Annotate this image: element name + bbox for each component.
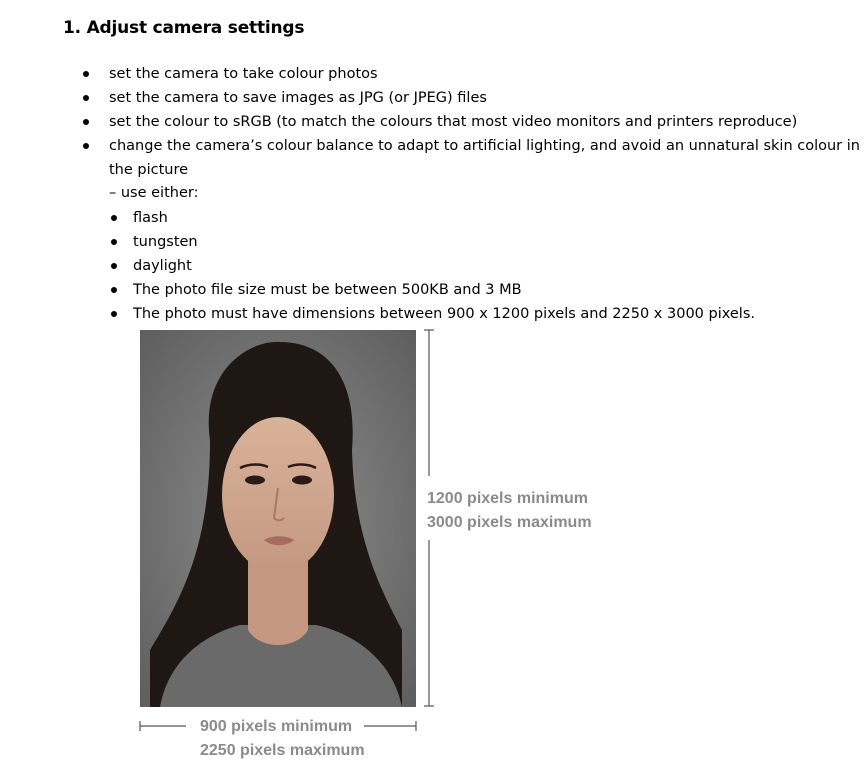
bullet-marker	[111, 311, 117, 317]
list-item: The photo file size must be between 500KB and 3 MB	[133, 282, 522, 298]
list-item: flash	[133, 210, 168, 226]
bullet-marker	[83, 95, 89, 101]
portrait-illustration	[140, 330, 416, 707]
width-minimum-label: 900 pixels minimum	[200, 718, 353, 735]
bullet-marker	[111, 287, 117, 293]
list-item: set the camera to take colour photos	[109, 66, 378, 82]
list-item: set the camera to save images as JPG (or JPEG) files	[109, 90, 487, 106]
list-item: set the colour to sRGB (to match the colours that most video monitors and printers reproduce)	[109, 114, 798, 130]
list-item: change the camera’s colour balance to adapt to artificial lighting, and avoid an unnatural skin colour in	[109, 138, 860, 154]
height-minimum-label: 1200 pixels minimum	[427, 490, 588, 507]
bullet-marker	[111, 215, 117, 221]
list-item-continuation: the picture	[109, 162, 189, 178]
bullet-marker	[111, 263, 117, 269]
bullet-marker	[83, 143, 89, 149]
bullet-marker	[83, 119, 89, 125]
bullet-marker	[111, 239, 117, 245]
list-item: daylight	[133, 258, 192, 274]
list-item: tungsten	[133, 234, 198, 250]
bullet-marker	[83, 71, 89, 77]
list-item: The photo must have dimensions between 900 x 1200 pixels and 2250 x 3000 pixels.	[133, 306, 755, 322]
height-maximum-label: 3000 pixels maximum	[427, 514, 592, 531]
use-either-label: – use either:	[109, 185, 199, 201]
example-portrait-photo	[140, 330, 416, 707]
width-maximum-label: 2250 pixels maximum	[200, 742, 365, 759]
page-title: 1. Adjust camera settings	[63, 18, 305, 38]
